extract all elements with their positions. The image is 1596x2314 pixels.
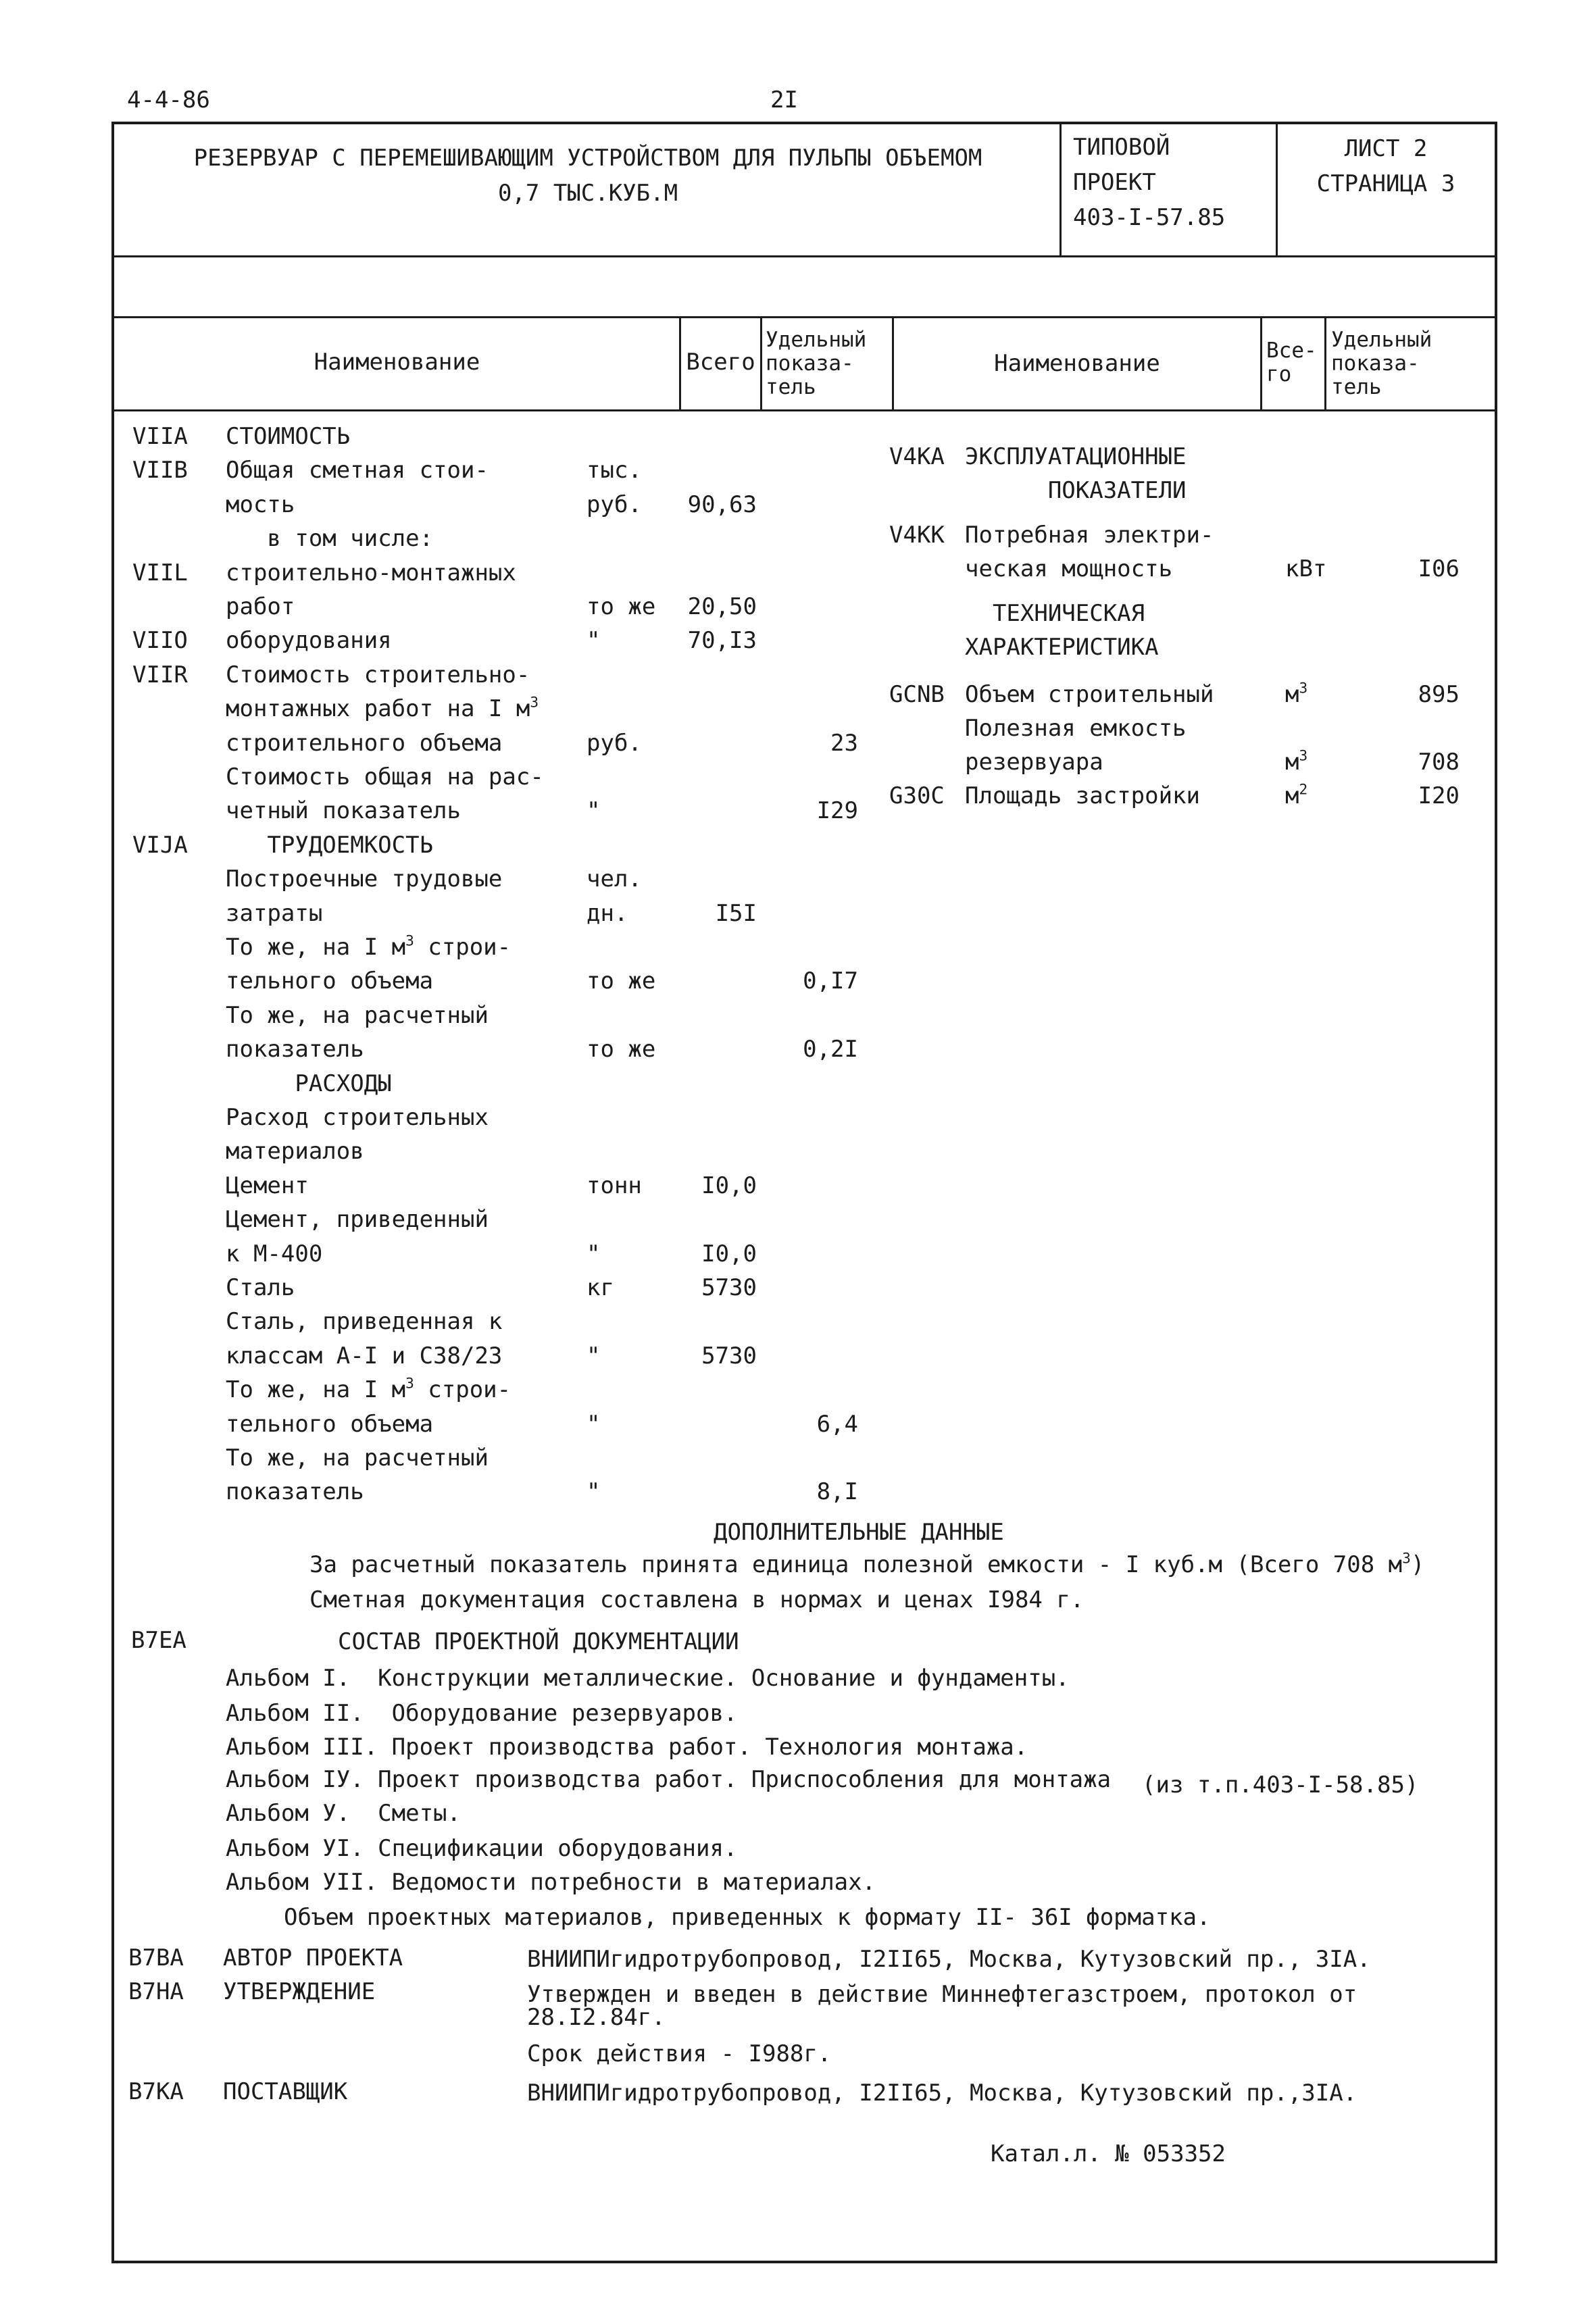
row-code: VIIO <box>132 627 188 654</box>
row-name <box>226 1411 433 1438</box>
row-name <box>226 457 489 484</box>
author-label: АВТОР ПРОЕКТА <box>223 1944 403 1971</box>
row-name-text: показатель <box>226 1036 364 1063</box>
row-name-text: СТОИМОСТЬ <box>226 423 351 450</box>
header-divider-2 <box>760 316 762 411</box>
additional-heading: ДОПОЛНИТЕЛЬНЫЕ ДАННЫЕ <box>714 1519 1004 1546</box>
frame-left-border <box>111 122 114 2263</box>
row-value: 708 <box>1418 749 1460 776</box>
row-name-text: Расход строительных <box>226 1104 489 1131</box>
row-name-text: Цемент, приведенный <box>226 1206 489 1233</box>
row-name-text: Сталь <box>226 1274 295 1301</box>
header-name-right: Наименование <box>994 350 1160 377</box>
row-unit: " <box>587 1240 601 1267</box>
row-name-text: Построечные трудовые <box>226 865 503 892</box>
row-name: Площадь застройки <box>965 782 1200 809</box>
row-name-text: Сталь, приведенная к <box>226 1308 503 1335</box>
row-unit: тонн <box>587 1172 642 1199</box>
sheet-number: ЛИСТ 2 <box>1344 135 1428 162</box>
row-name <box>226 763 544 790</box>
row-name-continuation: строи- <box>414 1376 512 1403</box>
composition-code: B7EA <box>131 1627 186 1654</box>
row-name <box>226 1002 489 1029</box>
approval-value-2: 28.I2.84г. <box>527 2004 666 2031</box>
header-specific-2: показа- <box>766 351 854 376</box>
frame-bottom-border <box>111 2261 1497 2263</box>
row-code: VIIL <box>132 559 188 586</box>
row-specific: 0,I7 <box>803 967 858 995</box>
row-name-superscript: 3 <box>405 1374 414 1392</box>
header-total: Всего <box>686 349 755 376</box>
row-name: Объем строительный <box>965 681 1214 708</box>
row-name <box>226 797 461 824</box>
row-name-text: монтажных работ на I м <box>226 695 530 722</box>
page-label: СТРАНИЦА 3 <box>1316 170 1455 197</box>
row-name-text: к М-400 <box>226 1240 323 1267</box>
row-name: ПОКАЗАТЕЛИ <box>965 477 1187 504</box>
row-name-text: То же, на I м <box>226 1376 406 1403</box>
album-item: Альбом II. Оборудование резервуаров. <box>226 1700 738 1727</box>
project-type: ТИПОВОЙ <box>1073 134 1170 161</box>
row-unit: чел. <box>587 865 642 892</box>
row-name <box>226 491 295 518</box>
header-divider-4 <box>1260 316 1262 411</box>
additional-line-1 <box>309 1551 1424 1578</box>
row-code: G30C <box>889 782 945 809</box>
row-name-text: То же, на расчетный <box>226 1444 489 1472</box>
row-name: ЭКСПЛУАТАЦИОННЫЕ <box>965 443 1187 470</box>
row-value: I06 <box>1418 555 1460 582</box>
title-divider-1 <box>1059 122 1062 257</box>
row-name <box>226 1104 489 1131</box>
row-unit-text: м <box>1285 681 1299 708</box>
row-name-text: затраты <box>226 900 323 927</box>
row-specific: I29 <box>816 797 858 824</box>
row-name <box>226 423 350 450</box>
row-value: I20 <box>1418 782 1460 809</box>
row-specific: 8,I <box>816 1478 858 1505</box>
row-name-text: Стоимость строительно- <box>226 661 530 688</box>
row-name <box>226 1240 322 1267</box>
row-name <box>226 1036 364 1063</box>
document-title-line2: 0,7 ТЫС.КУБ.М <box>497 180 678 207</box>
approval-label: УТВЕРЖДЕНИЕ <box>223 1978 376 2005</box>
row-unit-superscript: 3 <box>1299 679 1308 697</box>
row-code: VIIB <box>132 457 188 484</box>
row-name <box>226 525 433 552</box>
additional-line-1-end: ) <box>1410 1551 1425 1578</box>
row-name: Потребная электри- <box>965 522 1214 549</box>
project-label: ПРОЕКТ <box>1073 169 1156 196</box>
row-name-text: Цемент <box>226 1172 309 1199</box>
row-name-text: строительно-монтажных <box>226 559 516 586</box>
row-name-text: оборудования <box>226 627 392 654</box>
row-name-text: То же, на I м <box>226 934 406 961</box>
row-name <box>226 1444 489 1472</box>
header-row-top <box>111 316 1497 318</box>
row-unit-superscript: 3 <box>1299 747 1308 764</box>
row-unit: " <box>587 797 601 824</box>
row-name-text: строительного объема <box>226 730 503 757</box>
document-code: 4-4-86 <box>127 86 210 114</box>
row-name <box>226 1274 295 1301</box>
row-unit <box>1285 749 1307 776</box>
header-name: Наименование <box>314 349 480 376</box>
row-total: 5730 <box>701 1342 757 1369</box>
row-code: VIIA <box>132 423 188 450</box>
frame-top-border <box>111 122 1497 124</box>
row-unit: руб. <box>587 730 642 757</box>
row-name <box>226 1172 309 1199</box>
row-value: 895 <box>1418 681 1460 708</box>
supplier-value: ВНИИПИгидротрубопровод, I2II65, Москва, Кутузовский пр.,3IA. <box>527 2080 1357 2107</box>
row-name: ческая мощность <box>965 555 1173 582</box>
row-specific: 23 <box>830 730 858 757</box>
additional-line-1-superscript: 3 <box>1402 1549 1411 1567</box>
approval-value-1: Утвержден и введен в действие Миннефтегазстроем, протокол от <box>527 1981 1357 2008</box>
row-total: 70,I3 <box>687 627 757 654</box>
row-name: ТЕХНИЧЕСКАЯ <box>965 600 1145 627</box>
row-name <box>226 730 502 757</box>
row-unit: руб. <box>587 491 642 518</box>
header-row-bottom <box>111 409 1497 411</box>
additional-line-2: Сметная документация составлена в нормах и ценах I984 г. <box>309 1586 1084 1613</box>
row-name-text: показатель <box>226 1478 364 1505</box>
row-unit: то же <box>587 967 656 995</box>
additional-line-1-text: За расчетный показатель принята единица полезной емкости - I куб.м (Всего 708 м <box>309 1551 1403 1578</box>
row-unit-text: м <box>1285 782 1299 809</box>
row-unit: дн. <box>587 900 628 927</box>
catalog-number: Катал.л. № 053352 <box>991 2140 1226 2167</box>
row-unit: " <box>587 1342 601 1369</box>
row-name <box>226 661 530 688</box>
row-total: 90,63 <box>687 491 757 518</box>
row-unit: то же <box>587 593 656 620</box>
row-name <box>226 967 433 995</box>
row-code: VIIR <box>132 661 188 688</box>
row-name <box>226 900 322 927</box>
row-name-text: Стоимость общая на рас- <box>226 763 544 790</box>
header-divider-5 <box>1324 316 1326 411</box>
row-code: V4KA <box>889 443 945 470</box>
row-unit <box>1285 782 1307 809</box>
row-name: ХАРАКТЕРИСТИКА <box>965 634 1159 661</box>
row-unit: кг <box>587 1274 614 1301</box>
supplier-label: ПОСТАВЩИК <box>223 2078 348 2105</box>
row-name <box>226 1206 489 1233</box>
row-name <box>226 1308 502 1335</box>
row-name: Полезная емкость <box>965 715 1187 742</box>
author-value: ВНИИПИгидротрубопровод, I2II65, Москва, Кутузовский пр., 3IA. <box>527 1946 1371 1973</box>
row-total: I0,0 <box>701 1240 757 1267</box>
row-name-text: тельного объема <box>226 1411 434 1438</box>
row-total: I0,0 <box>701 1172 757 1199</box>
row-unit: тыс. <box>587 457 642 484</box>
row-name <box>226 593 295 620</box>
volume-note: Объем проектных материалов, приведенных к формату II- 36I форматка. <box>284 1904 1211 1931</box>
header-total-right-1: Все- <box>1266 338 1317 363</box>
row-name <box>226 1376 511 1403</box>
row-unit-text: кВт <box>1285 555 1327 582</box>
header-specific-right-2: показа- <box>1331 351 1420 376</box>
row-code: V4KK <box>889 522 945 549</box>
row-unit-text: м <box>1285 749 1299 776</box>
row-name <box>226 1478 364 1505</box>
album-4-note: (из т.п.403-I-58.85) <box>1142 1771 1419 1799</box>
composition-heading: СОСТАВ ПРОЕКТНОЙ ДОКУМЕНТАЦИИ <box>338 1628 739 1655</box>
album-item: Альбом IУ. Проект производства работ. Приспособления для монтажа <box>226 1766 1112 1793</box>
header-total-right-2: го <box>1266 362 1292 386</box>
row-name-superscript: 3 <box>530 693 539 711</box>
row-name-text: в том числе: <box>226 525 434 552</box>
row-total: 5730 <box>701 1274 757 1301</box>
row-name-text: классам А-I и С38/23 <box>226 1342 503 1369</box>
supplier-code: B7KA <box>128 2078 184 2105</box>
row-code: GCNB <box>889 681 945 708</box>
header-specific-right-1: Удельный <box>1331 328 1432 352</box>
row-specific: 6,4 <box>816 1411 858 1438</box>
album-item: Альбом I. Конструкции металлические. Основание и фундаменты. <box>226 1665 1070 1692</box>
album-item: Альбом УII. Ведомости потребности в материалах. <box>226 1869 876 1896</box>
header-specific-3: тель <box>766 375 816 399</box>
row-total: 20,50 <box>687 593 757 620</box>
row-name <box>226 1070 392 1097</box>
row-name <box>226 934 511 961</box>
row-name <box>226 559 516 586</box>
row-name <box>226 865 502 892</box>
row-name <box>226 1138 364 1165</box>
row-name-text: тельного объема <box>226 967 434 995</box>
row-name <box>226 627 392 654</box>
row-unit <box>1285 555 1326 582</box>
row-name-text: работ <box>226 593 295 620</box>
row-name-text: То же, на расчетный <box>226 1002 489 1029</box>
row-code: VIJA <box>132 832 188 859</box>
row-unit: то же <box>587 1036 656 1063</box>
page-number: 2I <box>770 86 798 114</box>
row-name-text: ТРУДОЕМКОСТЬ <box>226 832 434 859</box>
row-name-superscript: 3 <box>405 932 414 949</box>
row-name: резервуара <box>965 749 1103 776</box>
header-specific-1: Удельный <box>766 328 867 352</box>
document-title-line1: РЕЗЕРВУАР С ПЕРЕМЕШИВАЮЩИМ УСТРОЙСТВОМ ДЛЯ ПУЛЬПЫ ОБЪЕМОМ <box>193 145 982 172</box>
row-total: I5I <box>715 900 757 927</box>
row-unit: " <box>587 1478 601 1505</box>
album-item: Альбом III. Проект производства работ. Технология монтажа. <box>226 1734 1028 1761</box>
project-number: 403-I-57.85 <box>1073 204 1226 231</box>
row-name <box>226 1342 502 1369</box>
row-unit: " <box>587 627 601 654</box>
row-unit-superscript: 2 <box>1299 780 1308 798</box>
row-unit: " <box>587 1411 601 1438</box>
row-name-text: Общая сметная стои- <box>226 457 489 484</box>
title-block-bottom <box>111 255 1497 257</box>
approval-code: B7HA <box>128 1978 184 2005</box>
author-code: B7BA <box>128 1944 184 1971</box>
row-unit <box>1285 681 1307 708</box>
row-name-text: материалов <box>226 1138 364 1165</box>
album-item: Альбом У. Сметы. <box>226 1800 461 1827</box>
header-specific-right-3: тель <box>1331 375 1382 399</box>
row-name-text: РАСХОДЫ <box>226 1070 392 1097</box>
row-specific: 0,2I <box>803 1036 858 1063</box>
row-name-continuation: строи- <box>414 934 512 961</box>
row-name <box>226 832 433 859</box>
row-name-text: четный показатель <box>226 797 461 824</box>
album-item: Альбом УI. Спецификации оборудования. <box>226 1835 738 1862</box>
row-name <box>226 695 539 722</box>
validity-period: Срок действия - I988г. <box>527 2040 832 2067</box>
row-name-text: мость <box>226 491 295 518</box>
frame-right-border <box>1495 122 1497 2263</box>
